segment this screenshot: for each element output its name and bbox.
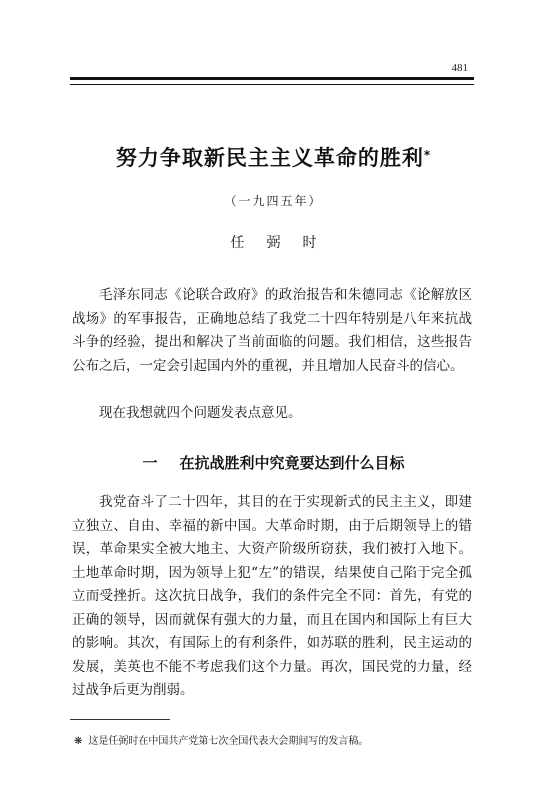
footnote: [74, 735, 474, 749]
footnote-text: 这是任弼时在中国共产党第七次全国代表大会期间写的发言稿。: [88, 736, 369, 747]
footnote-rule: [70, 719, 170, 720]
title-text: 努力争取新民主主义革命的胜利: [115, 146, 424, 170]
body-paragraph: 现在我想就四个问题发表点意见。: [99, 405, 302, 421]
section-paragraph: 我党奋斗了二十四年，其目的在于实现新式的民主主义，即建立独立、自由、幸福的新中国。大革命时期，由于后期领导上的错误，革命果实全被大地主、大资产阶级所窃获，我们被打入地下。土地革命时期，因为领导上犯“左”的错误，结果使自己陷于完全孤立而受挫折。这次抗日战争，我们的条件完全不同：首先，有党的正确的领导，因而就保有强大的力量，而且在国内和国际上有巨大的影响。其次，有国际上的有利条件，如苏联的胜利，民主运动的发展，美英也不能不考虑我们这个力量。再次，国民党的力量，经过战争后更为削弱。: [72, 494, 472, 698]
header-rule-thin: [70, 84, 474, 85]
title-footnote-mark: *: [423, 148, 432, 162]
header-rule-thick: [70, 77, 474, 80]
article-date: （一九四五年）: [224, 194, 323, 208]
article-title: [0, 142, 547, 172]
section-number: 一: [142, 454, 158, 472]
footnote-mark-icon: ❋: [74, 736, 83, 747]
body-paragraph: 毛泽东同志《论联合政府》的政治报告和朱德同志《论解放区战场》的军事报告，正确地总结了我党二十四年特别是八年来抗战斗争的经验，提出和解决了当前面临的问题。我们相信，这些报告公布之后，一定会引起国内外的重视，并且增加人民奋斗的信心。: [72, 287, 472, 374]
section-title: 在抗战胜利中究竟要达到什么目标: [179, 454, 405, 472]
section-heading: [0, 452, 547, 473]
article-author: 任弼时: [230, 235, 339, 251]
page-number: 481: [451, 62, 468, 74]
